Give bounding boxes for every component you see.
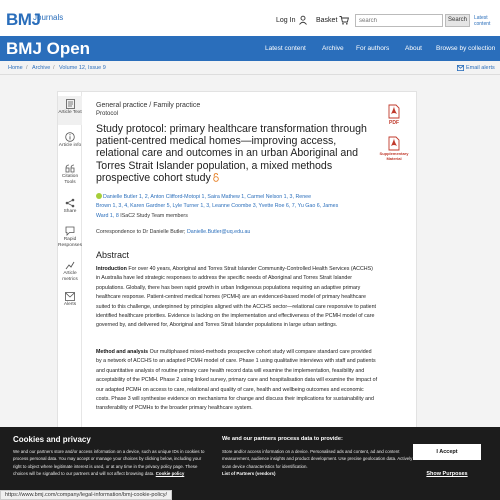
breadcrumb bbox=[0, 61, 500, 75]
cookie-purposes-text bbox=[222, 448, 417, 478]
cookie-heading: Cookies and privacy bbox=[13, 435, 91, 444]
breadcrumb-archive[interactable]: Archive bbox=[32, 65, 51, 71]
rail-article-info[interactable] bbox=[58, 132, 82, 149]
cookie-text bbox=[13, 448, 208, 478]
nav-about[interactable]: About bbox=[405, 45, 422, 52]
study-team-members: ISaC2 Study Team members bbox=[118, 212, 188, 219]
methods-label: Method and analysis bbox=[96, 349, 149, 355]
article-title-text: Study protocol: primary healthcare transformation through patient-centred medical homes—improving access, relational care and outcomes in an urban Aboriginal and Torres Strait Islander population, a mixed methods prospective cohort study bbox=[96, 123, 367, 184]
methods-text: Our multiphased mixed-methods prospective cohort study will compare standard care provided by a network of ACCHS to an adapted PCMH model of care. Phase 1 using qualitative interviews with staff and patients and quantitative analysis of routine primary care health record data will examine the implementation, feasibility and acceptability of the PCMH. Phase 2 using linked survey, primary care and hospitalisation data will examine the impact of our adapted PCMH on access to care, relational and quality of care, health and wellbeing outcomes and economic costs. Phase 3 will synthesise evidence on mechanisms for change and discuss their implications for sustainability and transferability of PCMHs to the broader primary healthcare system. bbox=[96, 349, 378, 412]
breadcrumb-separator: / bbox=[26, 65, 28, 71]
supplementary-pdf-icon[interactable] bbox=[388, 136, 400, 151]
metrics-icon bbox=[65, 260, 75, 270]
abstract-methods bbox=[96, 348, 378, 414]
rail-rapid-responses[interactable] bbox=[58, 226, 82, 248]
logo-subtext: Journals bbox=[33, 13, 64, 22]
orcid-icon[interactable] bbox=[96, 193, 102, 199]
nav-archive[interactable]: Archive bbox=[322, 45, 344, 52]
rail-share[interactable] bbox=[58, 198, 82, 215]
rail-article-metrics[interactable] bbox=[58, 260, 82, 282]
cookie-purposes-body: Store and/or access information on a device. Personalised ads and content, ad and content measurement, audience insights and product development. Use precise geolocation data. Actively scan device characteristics for identification. bbox=[222, 449, 413, 469]
rail-label: Article Text bbox=[58, 110, 82, 115]
journal-nav-bar bbox=[0, 36, 500, 61]
basket-link[interactable]: Basket bbox=[316, 17, 338, 24]
author-line-3[interactable]: Ward 1, 8 bbox=[96, 212, 119, 219]
rail-citation-tools[interactable] bbox=[58, 164, 82, 185]
accept-button[interactable]: I Accept bbox=[413, 444, 481, 460]
author-line-2[interactable]: Brown 1, 3, 4, Karen Gardner 5, Lyle Turner 1, 3, Leanne Coombe 3, Yvette Roe 6, 7, Yu Gao 6, James bbox=[96, 203, 339, 210]
mail-icon[interactable] bbox=[457, 65, 464, 71]
rail-label: Article info bbox=[58, 143, 82, 148]
rail-article-text[interactable] bbox=[58, 96, 82, 125]
open-access-icon bbox=[213, 173, 219, 182]
vendors-link[interactable]: List of Partners (vendors) bbox=[222, 471, 276, 477]
nav-for-authors[interactable]: For authors bbox=[356, 45, 390, 52]
supplementary-material-label[interactable]: Supplementary Material bbox=[379, 151, 409, 161]
rail-label: Share bbox=[63, 209, 77, 214]
status-bar-url: https://www.bmj.com/company/legal-information/bmj-cookie-policy/ bbox=[0, 490, 172, 500]
logo-text: BMJ bbox=[6, 10, 41, 29]
correspondence bbox=[96, 229, 250, 235]
correspondence-label: Correspondence to Dr Danielle Butler; bbox=[96, 229, 187, 235]
info-icon bbox=[65, 132, 75, 142]
correspondence-email[interactable]: Danielle.Butler@uq.edu.au bbox=[186, 229, 251, 235]
share-icon bbox=[65, 198, 75, 208]
introduction-label: Introduction bbox=[96, 266, 127, 272]
author-list bbox=[96, 193, 376, 221]
cart-icon[interactable] bbox=[339, 15, 349, 25]
abstract-introduction bbox=[96, 265, 378, 331]
article-card bbox=[57, 91, 417, 436]
breadcrumb-issue[interactable]: Volume 12, Issue 9 bbox=[59, 65, 106, 71]
email-alerts-link[interactable]: Email alerts bbox=[466, 65, 495, 71]
author-line-1[interactable]: Danielle Butler 1, 2, Anton Clifford-Motopi 1, Saira Mathew 1, Carmel Nelson 1, 3, Renee bbox=[103, 194, 312, 200]
journal-name[interactable]: BMJ Open bbox=[6, 39, 91, 58]
nav-latest-content[interactable]: Latest content bbox=[265, 45, 306, 52]
abstract-heading: Abstract bbox=[96, 250, 130, 260]
login-link[interactable]: Log In bbox=[276, 17, 296, 24]
cookie-body: We and our partners store and/or access information on a device, such as unique IDs in cookies to process personal data. You may accept or manage your choices by clicking below, including your right to object where legitimate interest is used, or at any time in the privacy policy page. These choices will be signalled to our partners and will not affect browsing data. bbox=[13, 449, 205, 477]
top-utility-bar bbox=[0, 0, 500, 36]
rapid-responses-icon bbox=[65, 226, 75, 236]
introduction-text: For over 40 years, Aboriginal and Torres Strait Islander Community-Controlled Health Services (ACCHS) in Australia have led strategic responses to address the specific needs of Aboriginal and Torres Strait Islander populations. Globally, there has been rapid growth in urban Indigenous populations requiring an adaptive primary healthcare response. Patient-centred medical homes (PCMH) are an evidenced-based model of primary healthcare suited to this challenge, underpinned by principles aligned with the ACCHS sector—relational care responsive to patient identified healthcare priorities. Evidence is lacking on the implementation and effectiveness of the PCMH model of care governed by, and delivered for, Aboriginal and Torres Strait Islander populations in large urban settings. bbox=[96, 266, 377, 329]
nav-browse-by-collection[interactable]: Browse by collection bbox=[436, 45, 496, 52]
quote-icon bbox=[65, 164, 75, 173]
search-button[interactable]: Search bbox=[445, 14, 470, 27]
pdf-icon[interactable] bbox=[388, 104, 400, 119]
show-purposes-link[interactable]: Show Purposes bbox=[426, 471, 468, 477]
rail-label: Citation Tools bbox=[61, 174, 79, 185]
article-side-nav bbox=[58, 92, 82, 436]
latest-content-link[interactable]: Latest content bbox=[474, 15, 491, 27]
article-title bbox=[96, 123, 371, 184]
cookie-policy-link[interactable]: Cookie policy bbox=[155, 471, 185, 477]
breadcrumb-separator: / bbox=[53, 65, 55, 71]
cookie-purposes-heading: We and our partners process data to provide: bbox=[222, 436, 343, 442]
breadcrumb-home[interactable]: Home bbox=[8, 65, 23, 71]
rail-alerts[interactable] bbox=[58, 292, 82, 308]
pdf-label[interactable]: PDF bbox=[389, 120, 399, 126]
alerts-icon bbox=[65, 292, 75, 301]
rail-label: Alerts bbox=[63, 302, 77, 307]
bmj-journals-logo[interactable] bbox=[6, 10, 64, 30]
search-input[interactable] bbox=[355, 14, 443, 27]
rail-label: Rapid Responses bbox=[58, 237, 82, 248]
article-text-icon bbox=[66, 99, 75, 109]
user-icon[interactable] bbox=[298, 15, 308, 25]
rail-label: Article metrics bbox=[62, 271, 78, 282]
article-section[interactable]: General practice / Family practice bbox=[96, 102, 201, 109]
article-type: Protocol bbox=[96, 111, 119, 117]
